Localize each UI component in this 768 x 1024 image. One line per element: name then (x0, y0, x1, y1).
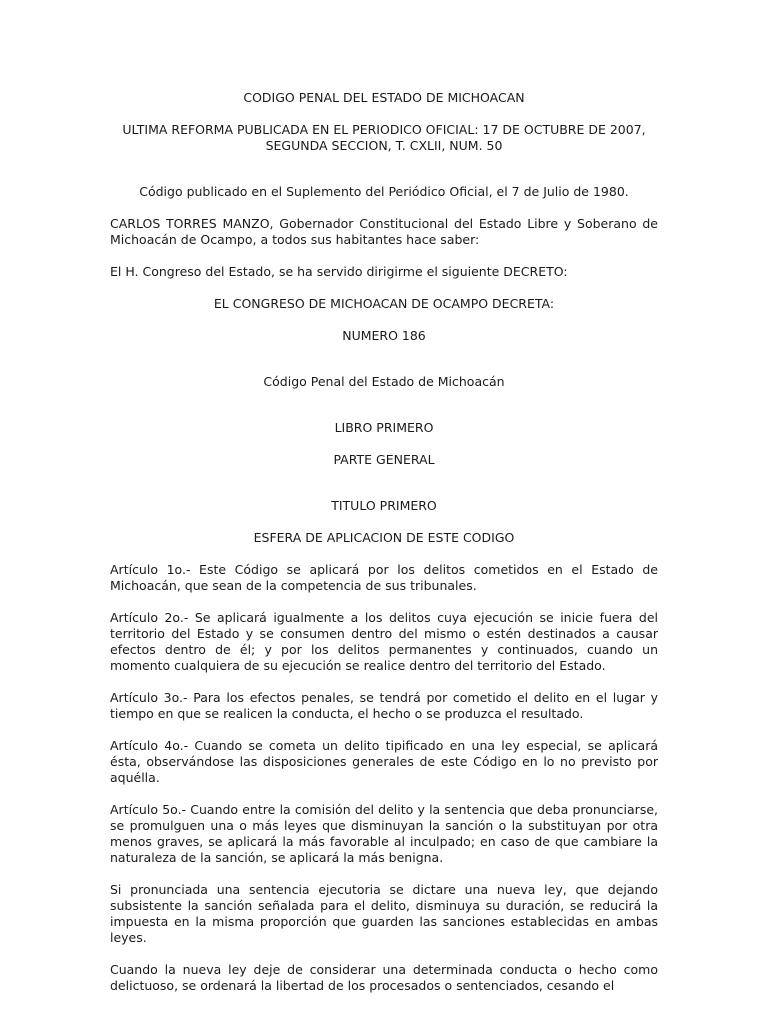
document-page (110, 90, 658, 994)
code-name: Código Penal del Estado de Michoacán (263, 374, 505, 389)
decree-heading: EL CONGRESO DE MICHOACAN DE OCAMPO DECRETA: (213, 296, 555, 311)
article-3: Artículo 3o.- Para los efectos penales, se tendrá por cometido el delito en el lugar y tiempo en que se realicen la conducta, el hecho o se produzca el resultado. (110, 690, 658, 721)
reform-notice: ULTIMA REFORMA PUBLICADA EN EL PERIODICO OFICIAL: 17 DE OCTUBRE DE 2007, SEGUNDA SECCION, T. CXLII, NUM. 50 (122, 122, 646, 153)
section-heading: ESFERA DE APLICACION DE ESTE CODIGO (253, 530, 515, 545)
paragraph-nueva-ley: Si pronunciada una sentencia ejecutoria se dictare una nueva ley, que dejando subsistente la sanción señalada para el delito, disminuya su duración, se reducirá la impuesta en la misma proporción que guarden las sanciones establecidas en ambas leyes. (110, 882, 658, 945)
decree-number: NUMERO 186 (342, 328, 426, 343)
paragraph-libertad: Cuando la nueva ley deje de considerar una determinada conducta o hecho como delictuoso, se ordenará la libertad de los procesados o sentenciados, cesando el (110, 962, 658, 993)
part-heading: PARTE GENERAL (333, 452, 435, 467)
congress-paragraph: El H. Congreso del Estado, se ha servido dirigirme el siguiente DECRETO: (110, 264, 568, 279)
governor-paragraph: CARLOS TORRES MANZO, Gobernador Constitucional del Estado Libre y Soberano de Michoacán de Ocampo, a todos sus habitantes hace saber: (110, 216, 658, 247)
article-5: Artículo 5o.- Cuando entre la comisión del delito y la sentencia que deba pronunciarse, se promulguen una o más leyes que disminuyan la sanción o la substituyan por otra menos graves, se aplicará la más favorable al inculpado; en caso de que cambiare la naturaleza de la sanción, se aplicará la más benigna. (110, 802, 658, 865)
title-heading: TITULO PRIMERO (331, 498, 437, 513)
article-4: Artículo 4o.- Cuando se cometa un delito tipificado en una ley especial, se aplicará ésta, observándose las disposiciones generales de este Código en lo no previsto por aquélla. (110, 738, 658, 785)
article-1: Artículo 1o.- Este Código se aplicará por los delitos cometidos en el Estado de Michoacán, que sean de la competencia de sus tribunales. (110, 562, 658, 593)
publication-note: Código publicado en el Suplemento del Periódico Oficial, el 7 de Julio de 1980. (139, 184, 629, 199)
book-heading: LIBRO PRIMERO (334, 420, 434, 435)
document-title: CODIGO PENAL DEL ESTADO DE MICHOACAN (243, 90, 525, 105)
article-2: Artículo 2o.- Se aplicará igualmente a los delitos cuya ejecución se inicie fuera del territorio del Estado y se consumen dentro del mismo o estén destinados a causar efectos dentro de él; y por los delitos permanentes y continuados, cuando un momento cualquiera de su ejecución se realice dentro del territorio del Estado. (110, 610, 658, 673)
